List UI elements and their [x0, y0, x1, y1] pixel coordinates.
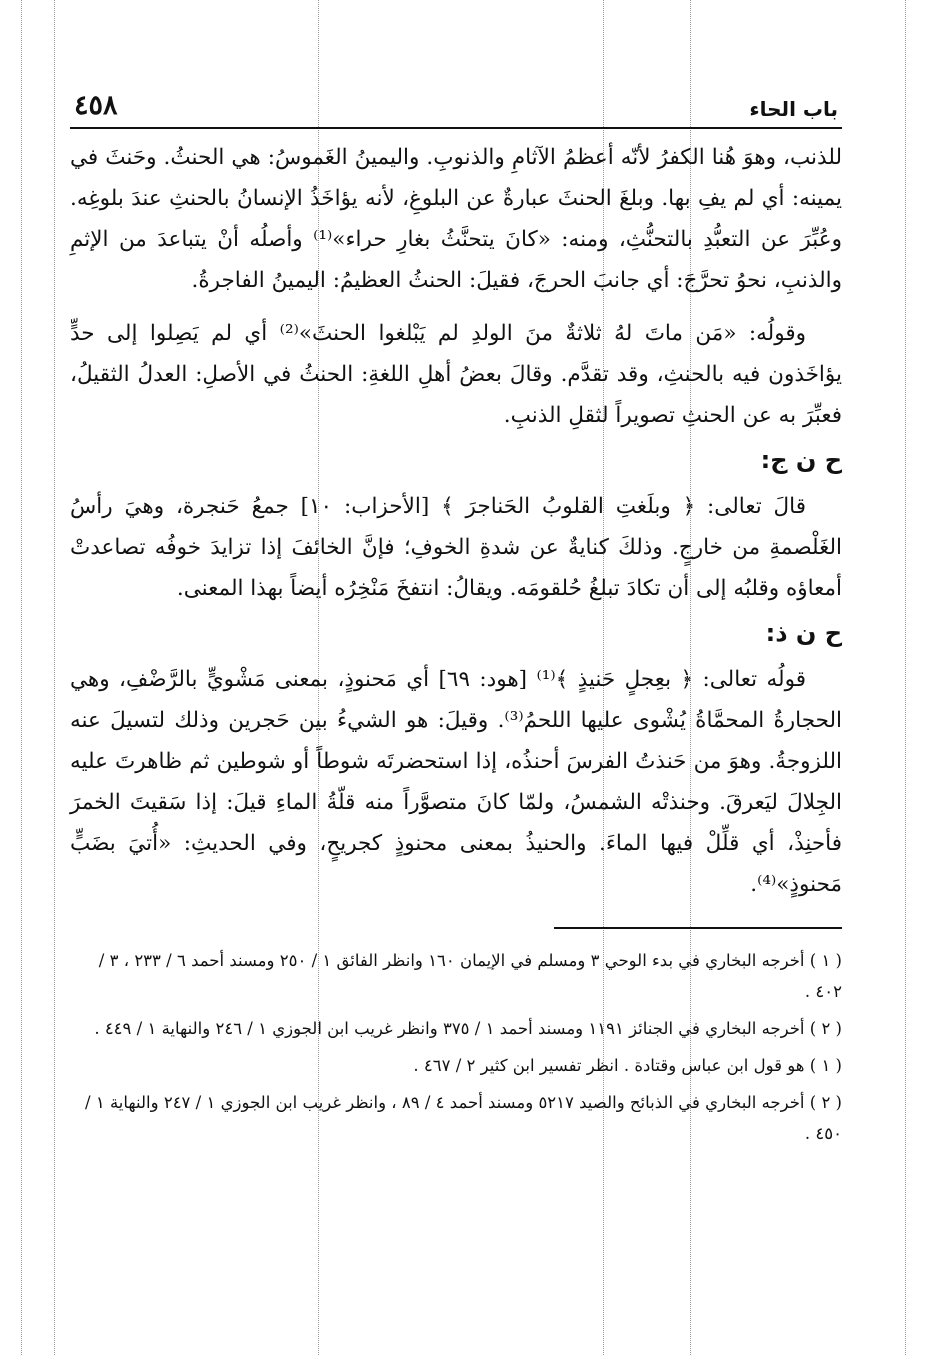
entry-paragraph-hnth: قولُه تعالى: ﴿ بعِجلٍ حَنيذٍ ﴾⁽¹⁾ [هود: ٦٩] أي مَحنوذٍ، بمعنى مَشْويٍّ بالرَّضْفِ، وهي الحجارةُ المحمَّاةُ يُشْوى عليها اللحمُ⁽³⁾. وقيلَ: هو الشيءُ بين حَجرين وذلك لتسيلَ عنه اللزوجةُ. وهوَ من حَنذتُ الفرسَ أحنذُه، إذا استحضرتَه شوطاً أو شوطين ثم ظاهرتَ عليه الجِلالَ ليَعرقَ. وحنذتْه الشمسُ، ولمّا كانَ متصوَّراً منه قلّةُ الماءِ قيلَ: إذا سَقيتَ الخمرَ فأحنِذْ، أي قلِّلْ فيها الماءَ. والحنيذُ بمعنى محنوذٍ كجريحٍ، وفي الحديثِ: «أُتيَ بضَبٍّ مَحنوذٍ»⁽⁴⁾. — [70, 667, 843, 897]
chapter-title: باب الحاء — [749, 97, 838, 121]
footnote: ( ١ ) هو قول ابن عباس وقتادة . انظر تفسير ابن كثير ٢ / ٤٦٧ . — [413, 1056, 842, 1075]
footnote-divider — [554, 927, 842, 929]
margin-guide-line — [54, 0, 55, 1355]
entry-paragraph-hnj: قالَ تعالى: ﴿ وبلَغتِ القلوبُ الحَناجرَ ﴾ [الأحزاب: ١٠] جمعُ حَنجرة، وهيَ رأسُ الغَلْصمةِ من خارجٍ. وذلكَ كنايةٌ عن شدةِ الخوفِ؛ فإنَّ الخائفَ إذا تزايدَ خوفُه تصاعدتْ أمعاؤه وقلبُه إلى أن تكادَ تبلغُ حُلقومَه. ويقالُ: انتفخَ مَنْخِرُه أيضاً بهذا المعنى. — [70, 494, 842, 601]
running-header — [70, 75, 842, 129]
footnote: ( ٢ ) أخرجه البخاري في الذبائح والصيد ٥٢١٧ ومسند أحمد ٤ / ٨٩ ، وانظر غريب ابن الجوزي ١ / ٢٤٧ والنهاية ١ / ٤٥٠ . — [85, 1093, 842, 1143]
hadith-paragraph: وقولُه: «مَن ماتَ لهُ ثلاثةٌ منَ الولدِ لم يَبْلغوا الحنثَ»⁽²⁾ أي لم يَصِلوا إلى حدٍّ يؤاخَذون فيه بالحنثِ، وقد تقدَّم. وقالَ بعضُ أهلِ اللغةِ: الحنثُ في الأصلِ: العدلُ الثقيلُ، فعبِّرَ به عن الحنثِ تصويراً لثقلِ الذنبِ. — [70, 321, 842, 428]
footnotes — [70, 945, 842, 1149]
footnote: ( ٢ ) أخرجه البخاري في الجنائز ١١٩١ ومسند أحمد ١ / ٣٧٥ وانظر غريب ابن الجوزي ١ / ٢٤٦ والنهاية ١ / ٤٤٩ . — [94, 1019, 842, 1038]
book-page — [70, 75, 842, 1155]
page-number: ٤٥٨ — [74, 90, 118, 121]
entry-heading-hnj: ح ن ج: — [760, 446, 842, 474]
margin-guide-line — [21, 0, 22, 1355]
entry-heading-hnth: ح ن ذ: — [765, 619, 842, 647]
margin-guide-line — [905, 0, 906, 1355]
continuation-paragraph: للذنب، وهوَ هُنا الكفرُ لأنّه أعظمُ الآثامِ والذنوبِ. واليمينُ الغَموسُ: هي الحنثُ. وحَنثَ في يمينه: أي لم يفِ بها. وبلغَ الحنثَ عبارةٌ عن البلوغِ، لأنه يؤاخَذُ الإنسانُ بالحنثِ عندَ بلوغِه. وعُبِّرَ عن التعبُّدِ بالتحنُّثِ، ومنه: «كانَ يتحنَّثُ بغارِ حراء»⁽¹⁾ وأصلُه أنْ يتباعدَ من الإثمِ والذنبِ، نحوُ تحرَّجَ: أي جانبَ الحرجَ، فقيلَ: الحنثُ العظيمُ: اليمينُ الفاجرةُ. — [70, 145, 843, 293]
main-text — [70, 137, 842, 905]
footnote: ( ١ ) أخرجه البخاري في بدء الوحي ٣ ومسلم في الإيمان ١٦٠ وانظر الفائق ١ / ٢٥٠ ومسند أحمد ٦ / ٢٣٣ ، ٣ / ٤٠٢ . — [98, 951, 842, 1001]
